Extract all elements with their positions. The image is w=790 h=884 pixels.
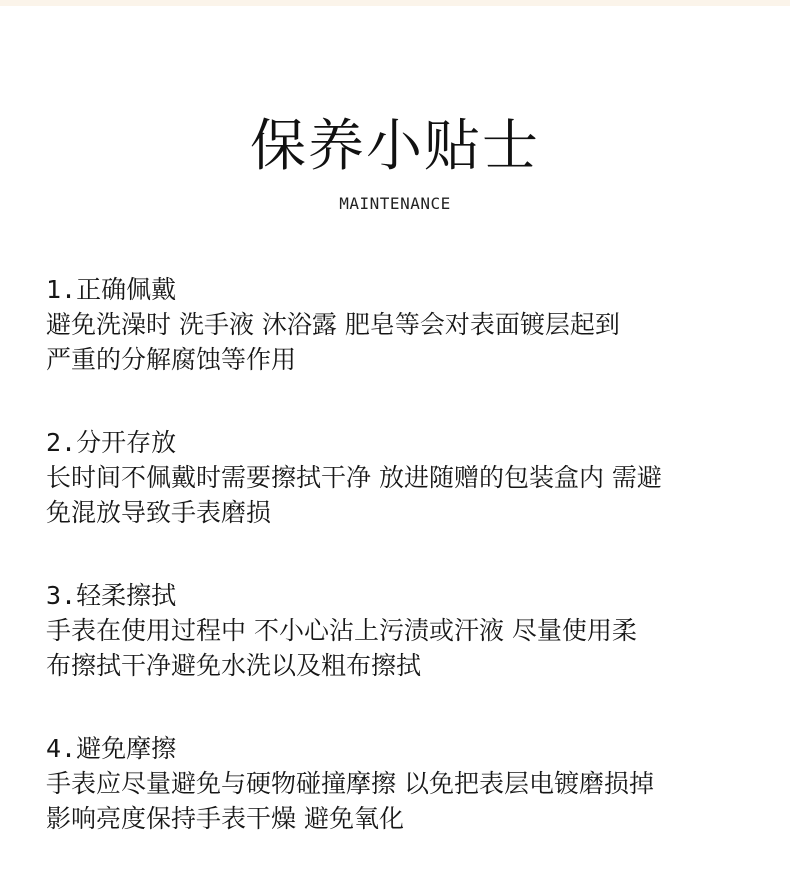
tip-item [46, 272, 766, 377]
tip-body-line: 手表在使用过程中 不小心沾上污渍或汗液 尽量使用柔 [46, 616, 637, 645]
tip-number: 1. [46, 275, 77, 304]
tip-title: 正确佩戴 [76, 275, 177, 304]
tip-title: 分开存放 [76, 428, 177, 457]
tip-heading [46, 731, 766, 766]
tip-body-line: 严重的分解腐蚀等作用 [46, 345, 297, 374]
tip-number: 3. [46, 581, 77, 610]
tip-number: 2. [46, 428, 77, 457]
top-decorative-band [0, 0, 790, 6]
tip-title: 避免摩擦 [76, 734, 177, 763]
tip-item [46, 425, 766, 530]
tip-body-line: 影响亮度保持手表干燥 避免氧化 [46, 804, 404, 833]
tip-body-line: 避免洗澡时 洗手液 沐浴露 肥皂等会对表面镀层起到 [46, 310, 620, 339]
page-subtitle: MAINTENANCE [339, 194, 451, 213]
tip-body-line: 手表应尽量避免与硬物碰撞摩擦 以免把表层电镀磨损掉 [46, 769, 654, 798]
page-title: 保养小贴士 [250, 114, 540, 179]
tip-item [46, 731, 766, 836]
tip-body-line: 长时间不佩戴时需要擦拭干净 放进随赠的包装盒内 需避 [46, 463, 662, 492]
tip-heading [46, 578, 766, 613]
tip-heading [46, 425, 766, 460]
tip-title: 轻柔擦拭 [76, 581, 177, 610]
tip-body-line: 免混放导致手表磨损 [46, 498, 272, 527]
tip-number: 4. [46, 734, 77, 763]
tips-list [46, 272, 766, 884]
tip-heading [46, 272, 766, 307]
tip-item [46, 578, 766, 683]
tip-body-line: 布擦拭干净避免水洗以及粗布擦拭 [46, 651, 422, 680]
